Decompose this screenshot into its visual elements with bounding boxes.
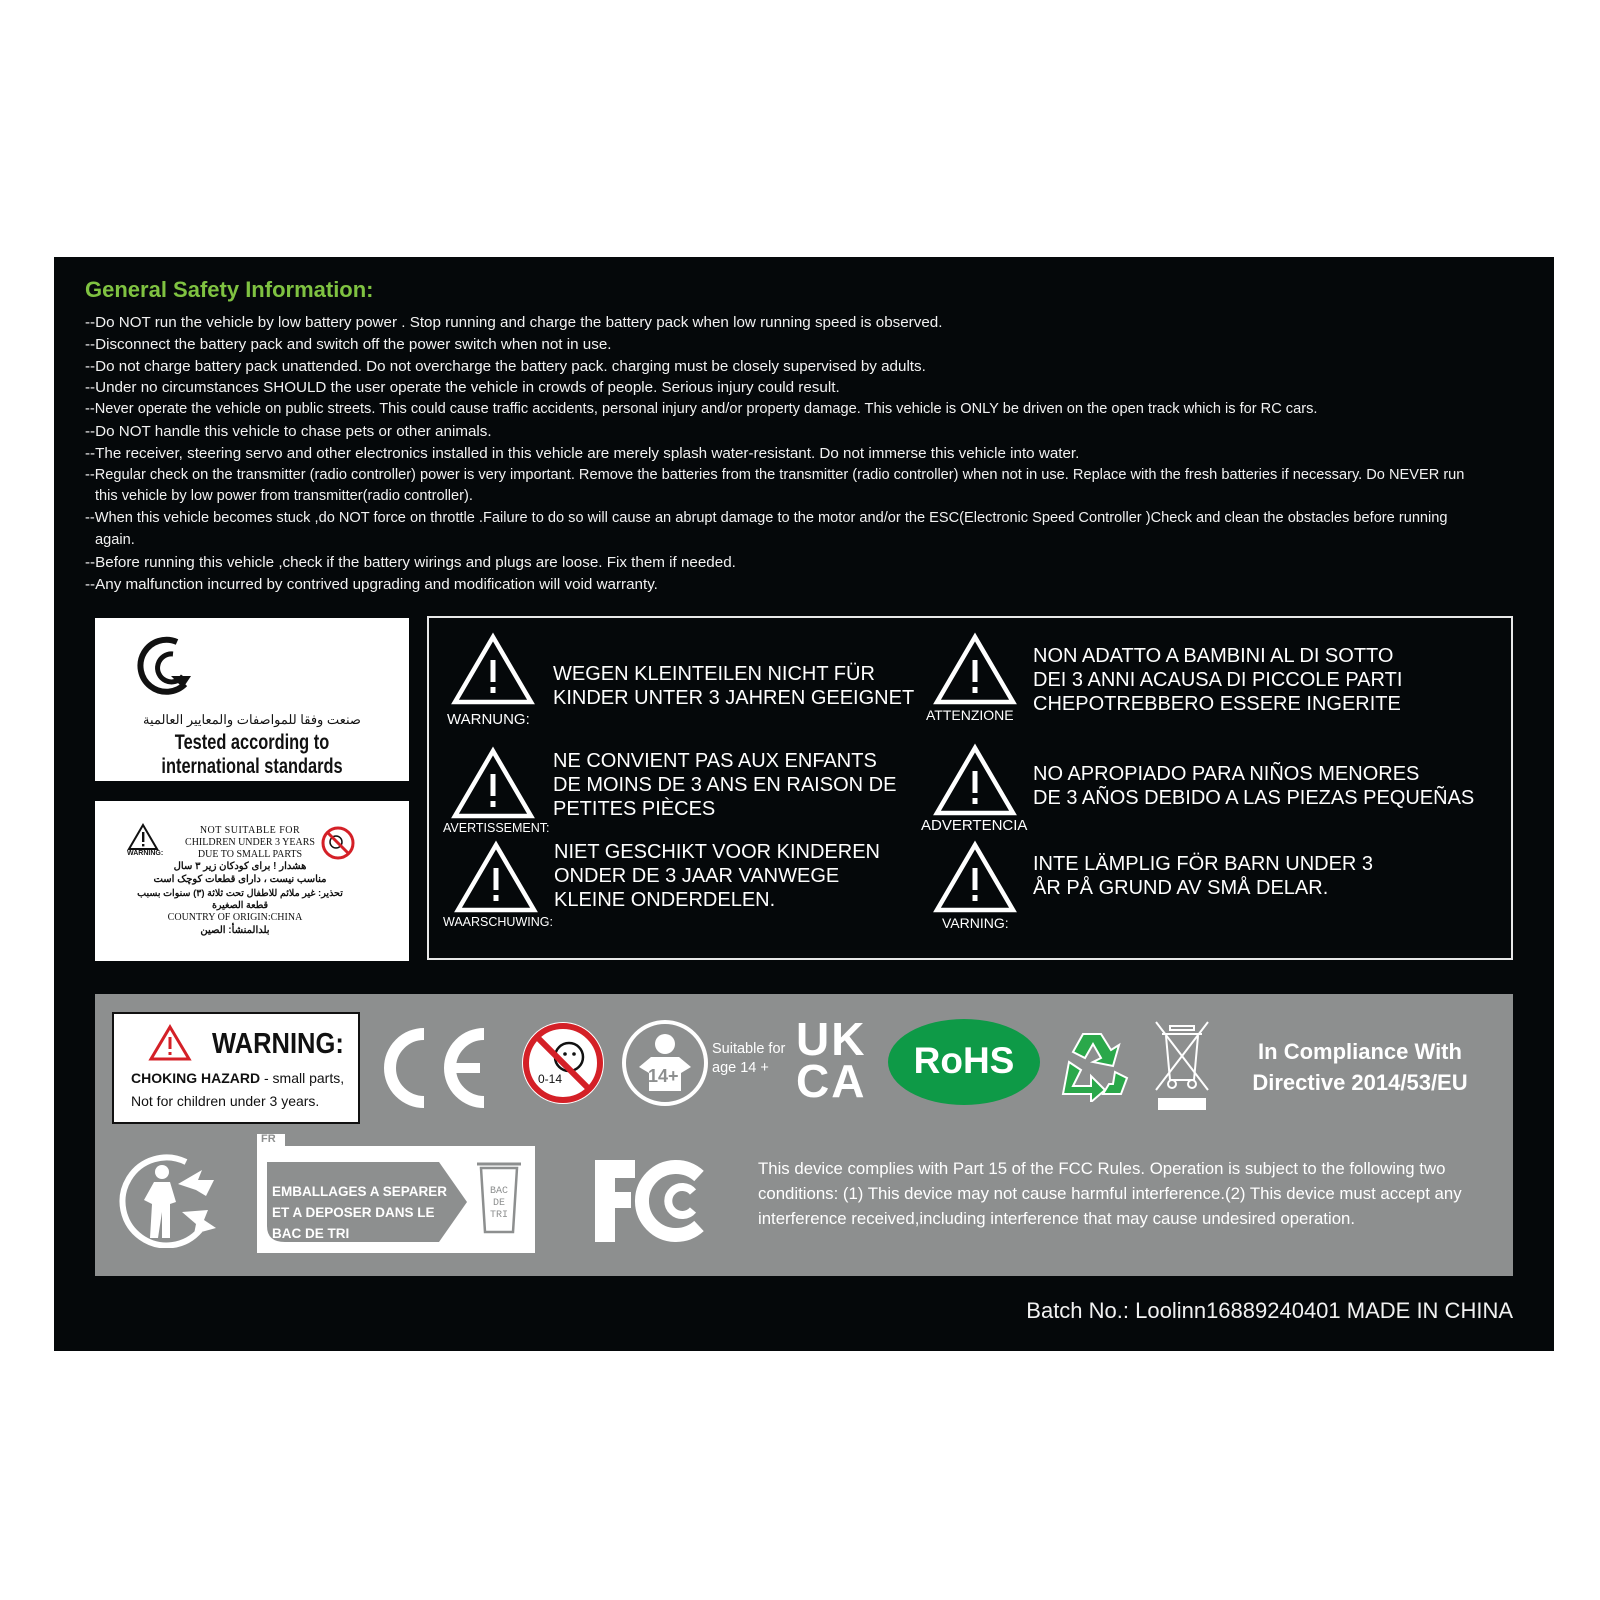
warning-text-line: DEI 3 ANNI ACAUSA DI PICCOLE PARTI: [1033, 669, 1403, 691]
weee-crossed-bin-icon: [1152, 1020, 1212, 1112]
notice-line: CHILDREN UNDER 3 YEARS: [185, 837, 315, 848]
notice-warning-caption: WARNING:: [127, 850, 164, 857]
notice-line: NOT SUITABLE FOR: [199, 825, 301, 836]
warning-triangle-icon: [932, 743, 1018, 817]
bin-line: DE: [492, 1198, 505, 1209]
warning-caption: WARNUNG:: [447, 711, 530, 728]
choking-hazard-box: [112, 1012, 360, 1124]
ukca-line: UK: [796, 1013, 867, 1065]
safety-item: --Regular check on the transmitter (radio controller) power is very important. Remove the batteries from the transmitter (radio controller) when not in use. Replace with the fresh batteries if necessary. Do NEVER run this vehicle by low power from transmitter(radio controller).: [85, 466, 1465, 505]
warning-triangle-icon: [932, 632, 1018, 706]
safety-item: --Do not charge battery pack unattended. Do not overcharge the battery pack. charging must be closely supervised by adults.: [85, 357, 926, 375]
safety-item: --The receiver, steering servo and other electronics installed in this vehicle are merely splash water-resistant. Do not immerse this vehicle into water.: [85, 444, 1080, 462]
notice-arabic: تحذير: غير ملائم للاطفال تحت ثلاثة (٣) سنوات بسبب: [137, 888, 343, 899]
safety-title: General Safety Information:: [85, 277, 374, 302]
notice-arabic: قطعة الصغيرة: [211, 900, 269, 911]
batch-number: Batch No.: Loolinn16889240401 MADE IN CHINA: [1026, 1298, 1513, 1323]
fcc-line: conditions: (1) This device may not cause harmful interference.(2) This device must accept any: [758, 1184, 1462, 1203]
recycle-icon: [1053, 1028, 1131, 1102]
triman-line: EMBALLAGES A SEPARER: [272, 1184, 448, 1199]
compliance-line: Directive 2014/53/EU: [1252, 1070, 1468, 1095]
warning-text-line: NIET GESCHIKT VOOR KINDEREN: [554, 841, 880, 863]
age-badge-label: 14+: [648, 1066, 679, 1086]
standards-card: [95, 618, 409, 781]
warning-text-line: CHEPOTREBBERO ESSERE INGERITE: [1033, 693, 1401, 715]
warning-caption: ADVERTENCIA: [921, 817, 1028, 834]
warning-caption: AVERTISSEMENT:: [443, 821, 550, 835]
standards-arabic: صنعت وفقا للمواصفات والمعايير العالمية: [143, 712, 361, 727]
warning-caption: VARNING:: [942, 915, 1009, 931]
safety-list: [85, 312, 1545, 595]
warning-text-line: DE MOINS DE 3 ANS EN RAISON DE: [553, 774, 897, 796]
safety-item: --Never operate the vehicle on public streets. This could cause traffic accidents, personal injury and/or property damage. This vehicle is ONLY be driven on the open track which is for RC cars.: [85, 401, 1318, 418]
warning-text-line: DE 3 AÑOS DEBIDO A LAS PIEZAS PEQUEÑAS: [1033, 787, 1475, 809]
warning-text-line: ÅR PÅ GRUND AV SMÅ DELAR.: [1033, 877, 1329, 899]
ukca-mark-icon: [796, 1013, 867, 1107]
notice-origin-arabic: بلدالمنشأ: الصين: [200, 925, 270, 936]
not-for-age-0-14-icon: [519, 1019, 607, 1107]
warning-triangle-icon: [450, 632, 536, 706]
rohs-label: RoHS: [913, 1040, 1015, 1081]
warning-text-line: KINDER UNTER 3 JAHREN GEEIGNET: [553, 687, 915, 709]
warning-triangle-icon: [450, 746, 536, 820]
triman-info-box: [255, 1132, 537, 1255]
multilingual-warning-grid: [427, 616, 1513, 960]
triman-line: ET A DEPOSER DANS LE: [272, 1205, 435, 1220]
safety-item: --Do NOT handle this vehicle to chase pets or other animals.: [85, 422, 492, 440]
warning-text: [554, 840, 880, 912]
warning-text-line: WEGEN KLEINTEILEN NICHT FÜR: [553, 663, 875, 685]
compliance-band: [95, 994, 1513, 1276]
no-small-parts-icon: [320, 825, 356, 861]
age-14-plus-icon: [621, 1019, 709, 1107]
directive-compliance-text: [1225, 1036, 1495, 1098]
standards-english: Tested according to international standards: [161, 731, 343, 778]
suitable-line: age 14 +: [712, 1060, 769, 1076]
triman-text: [272, 1181, 447, 1244]
suitable-label: [712, 1040, 785, 1078]
bin-line: BAC: [489, 1186, 508, 1197]
warning-text: [553, 662, 914, 710]
notice-line: DUE TO SMALL PARTS: [197, 849, 303, 860]
warning-text: [1033, 762, 1474, 810]
safety-item: --When this vehicle becomes stuck ,do NOT force on throttle .Failure to do so will cause an abrupt damage to the motor and/or the ESC(Electronic Speed Controller )Check and clean the obstacles before running again.: [85, 510, 1448, 548]
warning-text-line: NON ADATTO A BAMBINI AL DI SOTTO: [1033, 645, 1394, 667]
choking-line-1: [131, 1070, 344, 1086]
bin-line: TRI: [489, 1210, 508, 1221]
warning-text-line: KLEINE ONDERDELEN.: [554, 889, 776, 911]
safety-label-panel: [54, 257, 1554, 1351]
notice-persian: هشدار ! برای کودکان زیر ۳ سال: [173, 861, 307, 872]
small-parts-notice-card: [95, 801, 409, 961]
fcc-line: interference received,including interference that may cause undesired operation.: [758, 1209, 1356, 1228]
warning-caption: ATTENZIONE: [926, 707, 1014, 723]
fr-label: FR: [261, 1133, 276, 1145]
suitable-line: Suitable for: [712, 1041, 786, 1057]
warning-text: [1033, 644, 1402, 716]
warning-triangle-icon: [127, 823, 159, 851]
ce-mark-icon: [384, 1026, 496, 1110]
warning-triangle-icon: [932, 840, 1018, 914]
bin-label: [484, 1186, 514, 1222]
safety-item: --Before running this vehicle ,check if the battery wirings and plugs are loose. Fix them if needed.: [85, 553, 736, 571]
notice-origin: COUNTRY OF ORIGIN:CHINA: [167, 912, 303, 923]
choking-hazard-label: CHOKING HAZARD: [131, 1070, 261, 1086]
triman-line: BAC DE TRI: [272, 1226, 350, 1241]
choking-line-2: Not for children under 3 years.: [131, 1093, 320, 1109]
choking-rest: - small parts,: [260, 1070, 345, 1086]
fcc-statement: [758, 1156, 1462, 1231]
fcc-logo-icon: [591, 1156, 717, 1246]
notice-persian: مناسب نیست ، دارای قطعات کوچک است: [153, 874, 327, 885]
compliance-line: In Compliance With: [1258, 1039, 1462, 1064]
warning-caption: WAARSCHUWING:: [443, 915, 553, 929]
safety-item: --Disconnect the battery pack and switch off the power switch when not in use.: [85, 335, 612, 353]
safety-item: --Any malfunction incurred by contrived upgrading and modification will void warranty.: [85, 575, 658, 593]
warning-text-line: INTE LÄMPLIG FÖR BARN UNDER 3: [1033, 853, 1374, 875]
fcc-line: This device complies with Part 15 of the FCC Rules. Operation is subject to the following two: [758, 1159, 1446, 1178]
safety-item: --Do NOT run the vehicle by low battery power . Stop running and charge the battery pack when low running speed is observed.: [85, 314, 943, 331]
triman-icon: [116, 1150, 220, 1248]
standards-logo-icon: [133, 636, 197, 698]
warning-triangle-icon: [453, 840, 539, 914]
no-age-label: 0-14: [538, 1072, 563, 1086]
warning-text: [553, 749, 896, 821]
warning-text: [1033, 852, 1373, 900]
safety-item: --Under no circumstances SHOULD the user operate the vehicle in crowds of people. Serious injury could result.: [85, 379, 840, 397]
ukca-line: CA: [796, 1055, 867, 1107]
warning-text-line: ONDER DE 3 JAAR VANWEGE: [554, 865, 840, 887]
warning-text-line: NE CONVIENT PAS AUX ENFANTS: [553, 750, 877, 772]
choking-title: WARNING:: [212, 1028, 344, 1060]
warning-text-line: PETITES PIÈCES: [553, 798, 716, 820]
warning-triangle-red-icon: [148, 1024, 192, 1062]
warning-text-line: NO APROPIADO PARA NIÑOS MENORES: [1033, 763, 1420, 785]
